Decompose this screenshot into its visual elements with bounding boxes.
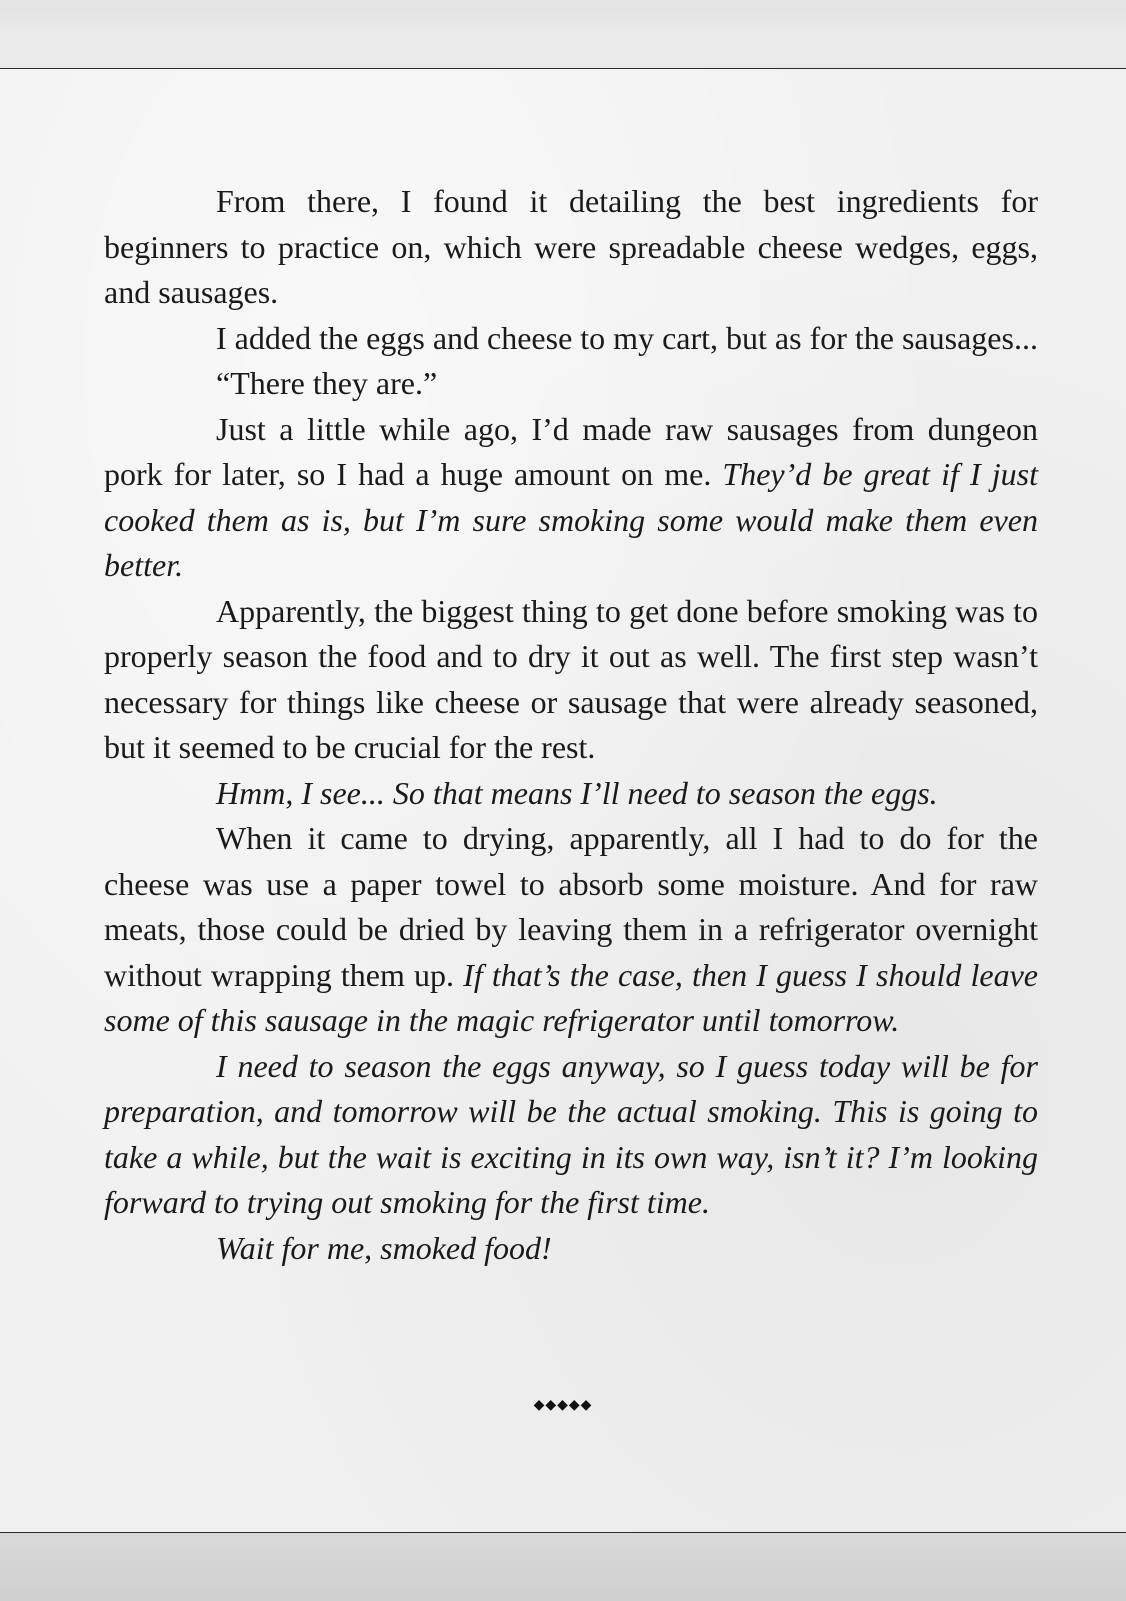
paragraph-7-thought: If that’s the case, then I guess I should leave some of this sausage in the magic refrigerator until tomorrow.: [104, 956, 1039, 1038]
paragraph-6-text: Hmm, I see... So that means I’ll need to season the eggs.: [216, 774, 938, 811]
paragraph-9-thought: [104, 1226, 1038, 1272]
paragraph-2: [104, 316, 1038, 362]
paragraph-8-thought: [104, 1044, 1038, 1226]
paragraph-4: [104, 407, 1038, 589]
paragraph-9-text: Wait for me, smoked food!: [216, 1229, 552, 1266]
paragraph-5: [104, 589, 1038, 771]
paragraph-4-text: Just a little while ago, I’d made raw sausages from dungeon pork for later, so I had a huge amount on me.: [104, 410, 1038, 492]
paragraph-3-text: “There they are.”: [216, 365, 438, 401]
paragraph-8-text: I need to season the eggs anyway, so I guess today will be for preparation, and tomorrow will be the actual smoking. This is going to take a while, but the wait is exciting in its own way, isn’t it? I’m looking forward to trying out smoking for the first time.: [104, 1047, 1038, 1220]
paragraph-7-text: When it came to drying, apparently, all I had to do for the cheese was use a paper towel to absorb some moisture. And for raw meats, those could be dried by leaving them in a refrigerator overnight without wrapping them up.: [104, 820, 1038, 993]
body-text: [104, 179, 1038, 1271]
paragraph-5-text: Apparently, the biggest thing to get done before smoking was to properly season the food and to dry it out as well. The first step wasn’t necessary for things like cheese or sausage that were already seasoned, but it seemed to be crucial for the rest.: [104, 592, 1038, 765]
paragraph-1: [104, 179, 1038, 316]
paragraph-6-thought: [104, 771, 1038, 817]
page-bottom-margin: [0, 1532, 1126, 1601]
paragraph-4-thought: They’d be great if I just cooked them as is, but I’m sure smoking some would make them even better.: [104, 456, 1039, 583]
scene-break-separator: ◆◆◆◆◆: [533, 1397, 593, 1413]
page-top-margin: [0, 0, 1126, 69]
paragraph-3-dialogue: [104, 361, 1038, 407]
paragraph-2-text: I added the eggs and cheese to my cart, but as for the sausages...: [216, 319, 1038, 356]
paragraph-7: [104, 816, 1038, 1044]
paragraph-1-text: From there, I found it detailing the best ingredients for beginners to practice on, which were spreadable cheese wedges, eggs, and sausages.: [104, 183, 1038, 310]
page-paper: [0, 69, 1126, 1532]
